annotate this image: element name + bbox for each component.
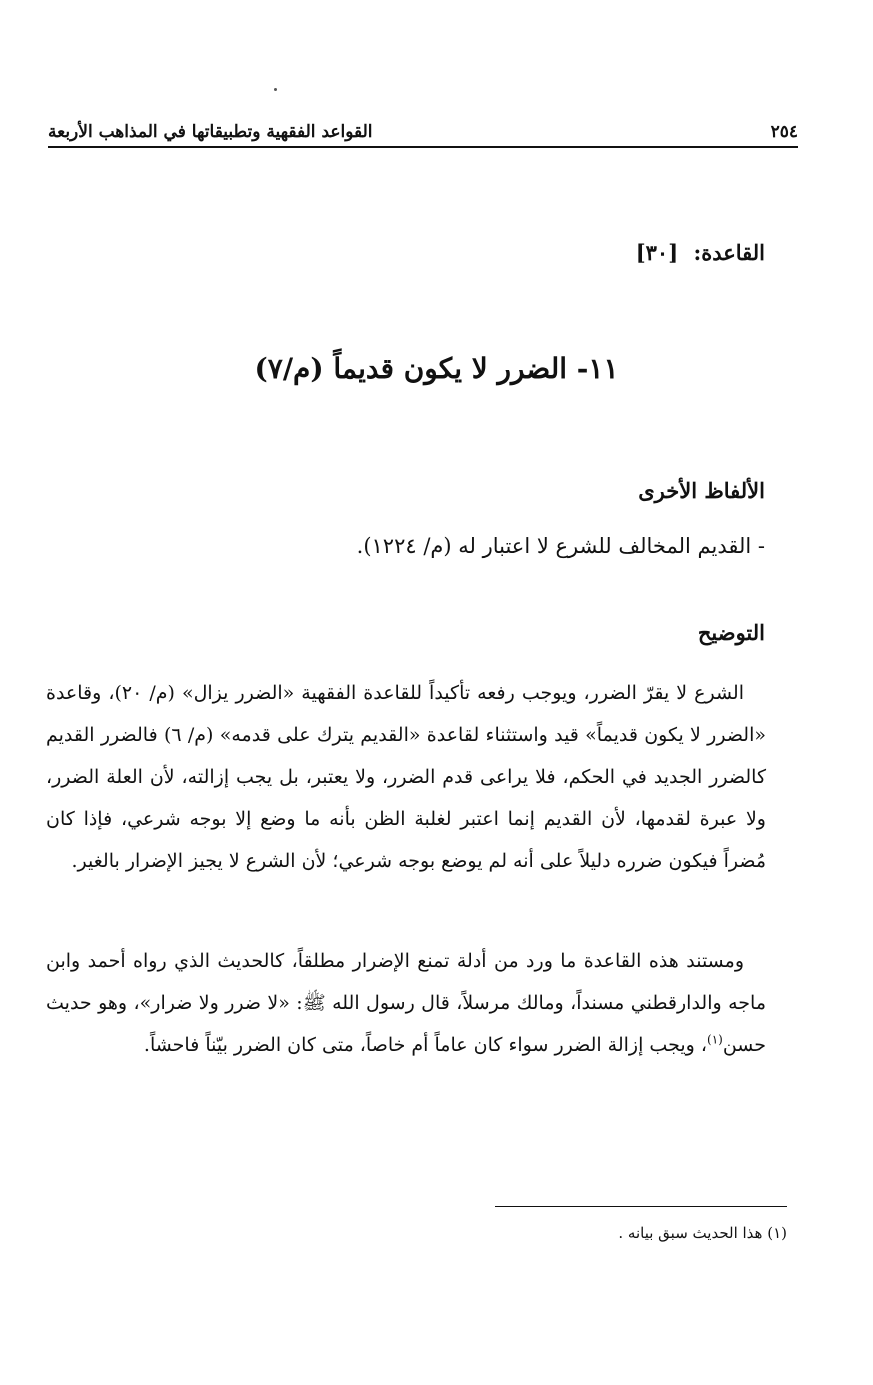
explanation-paragraph-2 — [46, 940, 766, 1066]
paragraph-2-text-start: ومستند هذه القاعدة ما ورد من أدلة تمنع الإضرار مطلقاً، كالحديث الذي رواه أحمد وابن ماجه والدارقطني مسنداً، ومالك مرسلاً، قال رسول الله ﷺ: «لا ضرر ولا ضرار»، وهو حديث حسن — [46, 950, 766, 1056]
print-speck — [274, 88, 277, 91]
book-title: القواعد الفقهية وتطبيقاتها في المذاهب الأربعة — [48, 122, 373, 142]
running-header — [48, 108, 798, 142]
footnote-marker[interactable]: (١) — [707, 1032, 723, 1047]
paragraph-1-text: الشرع لا يقرّ الضرر، ويوجب رفعه تأكيداً للقاعدة الفقهية «الضرر يزال» (م/ ٢٠)، وقاعدة «الضرر لا يكون قديماً» قيد واستثناء لقاعدة «القديم يترك على قدمه» (م/ ٦) فالضرر القديم كالضرر الجديد في الحكم، فلا يراعى قدم الضرر، ولا يعتبر، بل يجب إزالته، لأن العلة الضرر، ولا عبرة لقدمها، لأن القديم إنما اعتبر لغلبة الظن بأنه ما وضع إلا بوجه شرعي، فإذا كان مُضراً فيكون ضرره دليلاً على أنه لم يوضع بوجه شرعي؛ لأن الشرع لا يجيز الإضرار بالغير. — [46, 682, 766, 872]
footnote: (١) هذا الحديث سبق بيانه . — [618, 1224, 787, 1242]
paragraph-2-text-end: ، ويجب إزالة الضرر سواء كان عاماً أم خاصاً، متى كان الضرر بيّناً فاحشاً. — [143, 1034, 707, 1056]
header-divider — [48, 146, 798, 148]
rule-label: القاعدة: — [693, 240, 765, 265]
footnote-divider — [495, 1206, 787, 1207]
other-phrase-item: - القديم المخالف للشرع لا اعتبار له (م/ ١٢٢٤). — [356, 534, 765, 558]
rule-heading — [636, 240, 765, 265]
other-phrases-heading: الألفاظ الأخرى — [638, 478, 765, 503]
rule-number: [٣٠] — [635, 240, 679, 265]
explanation-heading: التوضيح — [697, 620, 765, 645]
rule-title: ١١- الضرر لا يكون قديماً (م/٧) — [254, 352, 619, 385]
page-number: ٢٥٤ — [770, 122, 798, 142]
explanation-paragraph-1 — [46, 672, 766, 882]
